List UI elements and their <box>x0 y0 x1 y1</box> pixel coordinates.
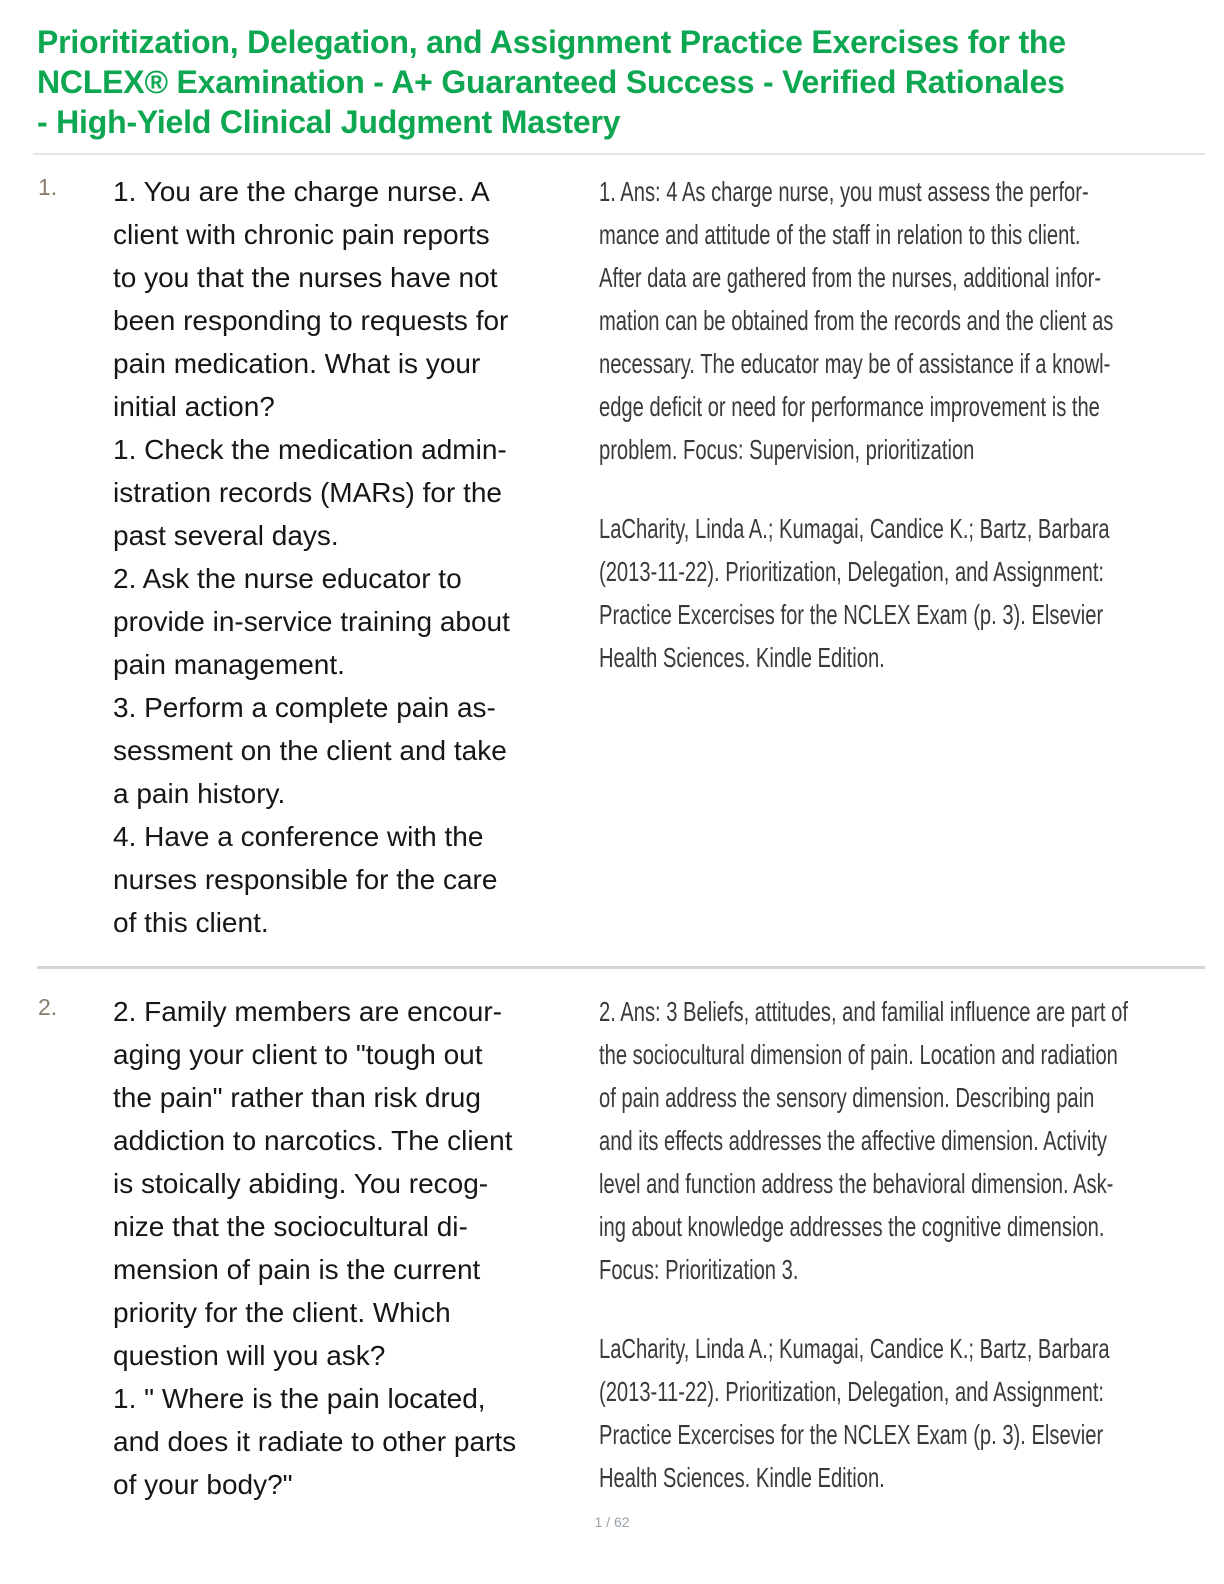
text-line: Health Sciences. Kindle Edition. <box>599 642 885 673</box>
text-line: - High-Yield Clinical Judgment Mastery <box>37 104 621 140</box>
text-line: 4. Have a conference with the <box>113 821 484 852</box>
title-divider-rule <box>33 153 1205 155</box>
text-line: After data are gathered from the nurses, additional infor- <box>599 262 1102 293</box>
text-line: necessary. The educator may be of assistance if a knowl- <box>599 348 1111 379</box>
margin-item-number: 1. <box>38 174 58 200</box>
text-line: (2013-11-22). Prioritization, Delegation, and Assignment: <box>599 556 1105 587</box>
text-line: NCLEX® Examination - A+ Guaranteed Success - Verified Rationales <box>37 64 1065 100</box>
text-line: edge deficit or need for performance improvement is the <box>599 391 1100 422</box>
text-line: addiction to narcotics. The client <box>113 1125 513 1156</box>
source-citation-text <box>599 1327 1209 1499</box>
text-line: pain medication. What is your <box>113 348 481 379</box>
text-line: LaCharity, Linda A.; Kumagai, Candice K.; Bartz, Barbara <box>599 1333 1110 1364</box>
text-line: mension of pain is the current <box>113 1254 481 1285</box>
text-line: question will you ask? <box>113 1340 386 1371</box>
text-line: 1. Check the medication admin- <box>113 434 507 465</box>
text-line: 2. Family members are encour- <box>113 996 503 1027</box>
answer-column <box>599 990 1209 1499</box>
text-line: Practice Excercises for the NCLEX Exam (p. 3). Elsevier <box>599 1419 1104 1450</box>
text-line: 3. Perform a complete pain as- <box>113 692 496 723</box>
text-line: Prioritization, Delegation, and Assignment Practice Exercises for the <box>37 24 1066 60</box>
text-line: sessment on the client and take <box>113 735 507 766</box>
text-line: and does it radiate to other parts <box>113 1426 517 1457</box>
answer-rationale-text <box>599 990 1209 1291</box>
question-text-block <box>113 990 613 1506</box>
text-line: 1. " Where is the pain located, <box>113 1383 486 1414</box>
answer-column <box>599 170 1209 679</box>
text-line: priority for the client. Which <box>113 1297 451 1328</box>
source-citation-text <box>599 507 1209 679</box>
text-line: Health Sciences. Kindle Edition. <box>599 1462 885 1493</box>
text-line: Focus: Prioritization 3. <box>599 1254 799 1285</box>
text-line: initial action? <box>113 391 275 422</box>
text-line: of this client. <box>113 907 269 938</box>
text-line: past several days. <box>113 520 339 551</box>
text-line: client with chronic pain reports <box>113 219 490 250</box>
text-line: 2. Ask the nurse educator to <box>113 563 462 594</box>
text-line: pain management. <box>113 649 345 680</box>
text-line: (2013-11-22). Prioritization, Delegation, and Assignment: <box>599 1376 1105 1407</box>
text-line: been responding to requests for <box>113 305 509 336</box>
text-line: nize that the sociocultural di- <box>113 1211 468 1242</box>
text-line: Practice Excercises for the NCLEX Exam (p. 3). Elsevier <box>599 599 1104 630</box>
text-line: the sociocultural dimension of pain. Location and radiation <box>599 1039 1118 1070</box>
question-text-block <box>113 170 613 944</box>
text-line: mance and attitude of the staff in relation to this client. <box>599 219 1081 250</box>
text-line: to you that the nurses have not <box>113 262 498 293</box>
text-line: 1. Ans: 4 As charge nurse, you must assess the perfor- <box>599 176 1089 207</box>
text-line: the pain" rather than risk drug <box>113 1082 481 1113</box>
text-line: is stoically abiding. You recog- <box>113 1168 489 1199</box>
text-line: mation can be obtained from the records and the client as <box>599 305 1114 336</box>
text-line: and its effects addresses the affective dimension. Activity <box>599 1125 1108 1156</box>
margin-item-number: 2. <box>38 994 58 1020</box>
text-line: ing about knowledge addresses the cognitive dimension. <box>599 1211 1105 1242</box>
text-line: LaCharity, Linda A.; Kumagai, Candice K.; Bartz, Barbara <box>599 513 1110 544</box>
text-line: a pain history. <box>113 778 286 809</box>
text-line: 1. You are the charge nurse. A <box>113 176 490 207</box>
page-indicator: 1 / 62 <box>594 1514 630 1530</box>
document-title <box>37 22 1207 142</box>
text-line: of your body?" <box>113 1469 293 1500</box>
answer-rationale-text <box>599 170 1209 471</box>
text-line: of pain address the sensory dimension. Describing pain <box>599 1082 1095 1113</box>
item-divider-rule <box>37 966 1205 969</box>
text-line: 2. Ans: 3 Beliefs, attitudes, and familial influence are part of <box>599 996 1128 1027</box>
text-line: level and function address the behavioral dimension. Ask- <box>599 1168 1114 1199</box>
text-line: provide in-service training about <box>113 606 510 637</box>
text-line: nurses responsible for the care <box>113 864 498 895</box>
text-line: aging your client to "tough out <box>113 1039 483 1070</box>
text-line: problem. Focus: Supervision, prioritization <box>599 434 975 465</box>
text-line: istration records (MARs) for the <box>113 477 502 508</box>
